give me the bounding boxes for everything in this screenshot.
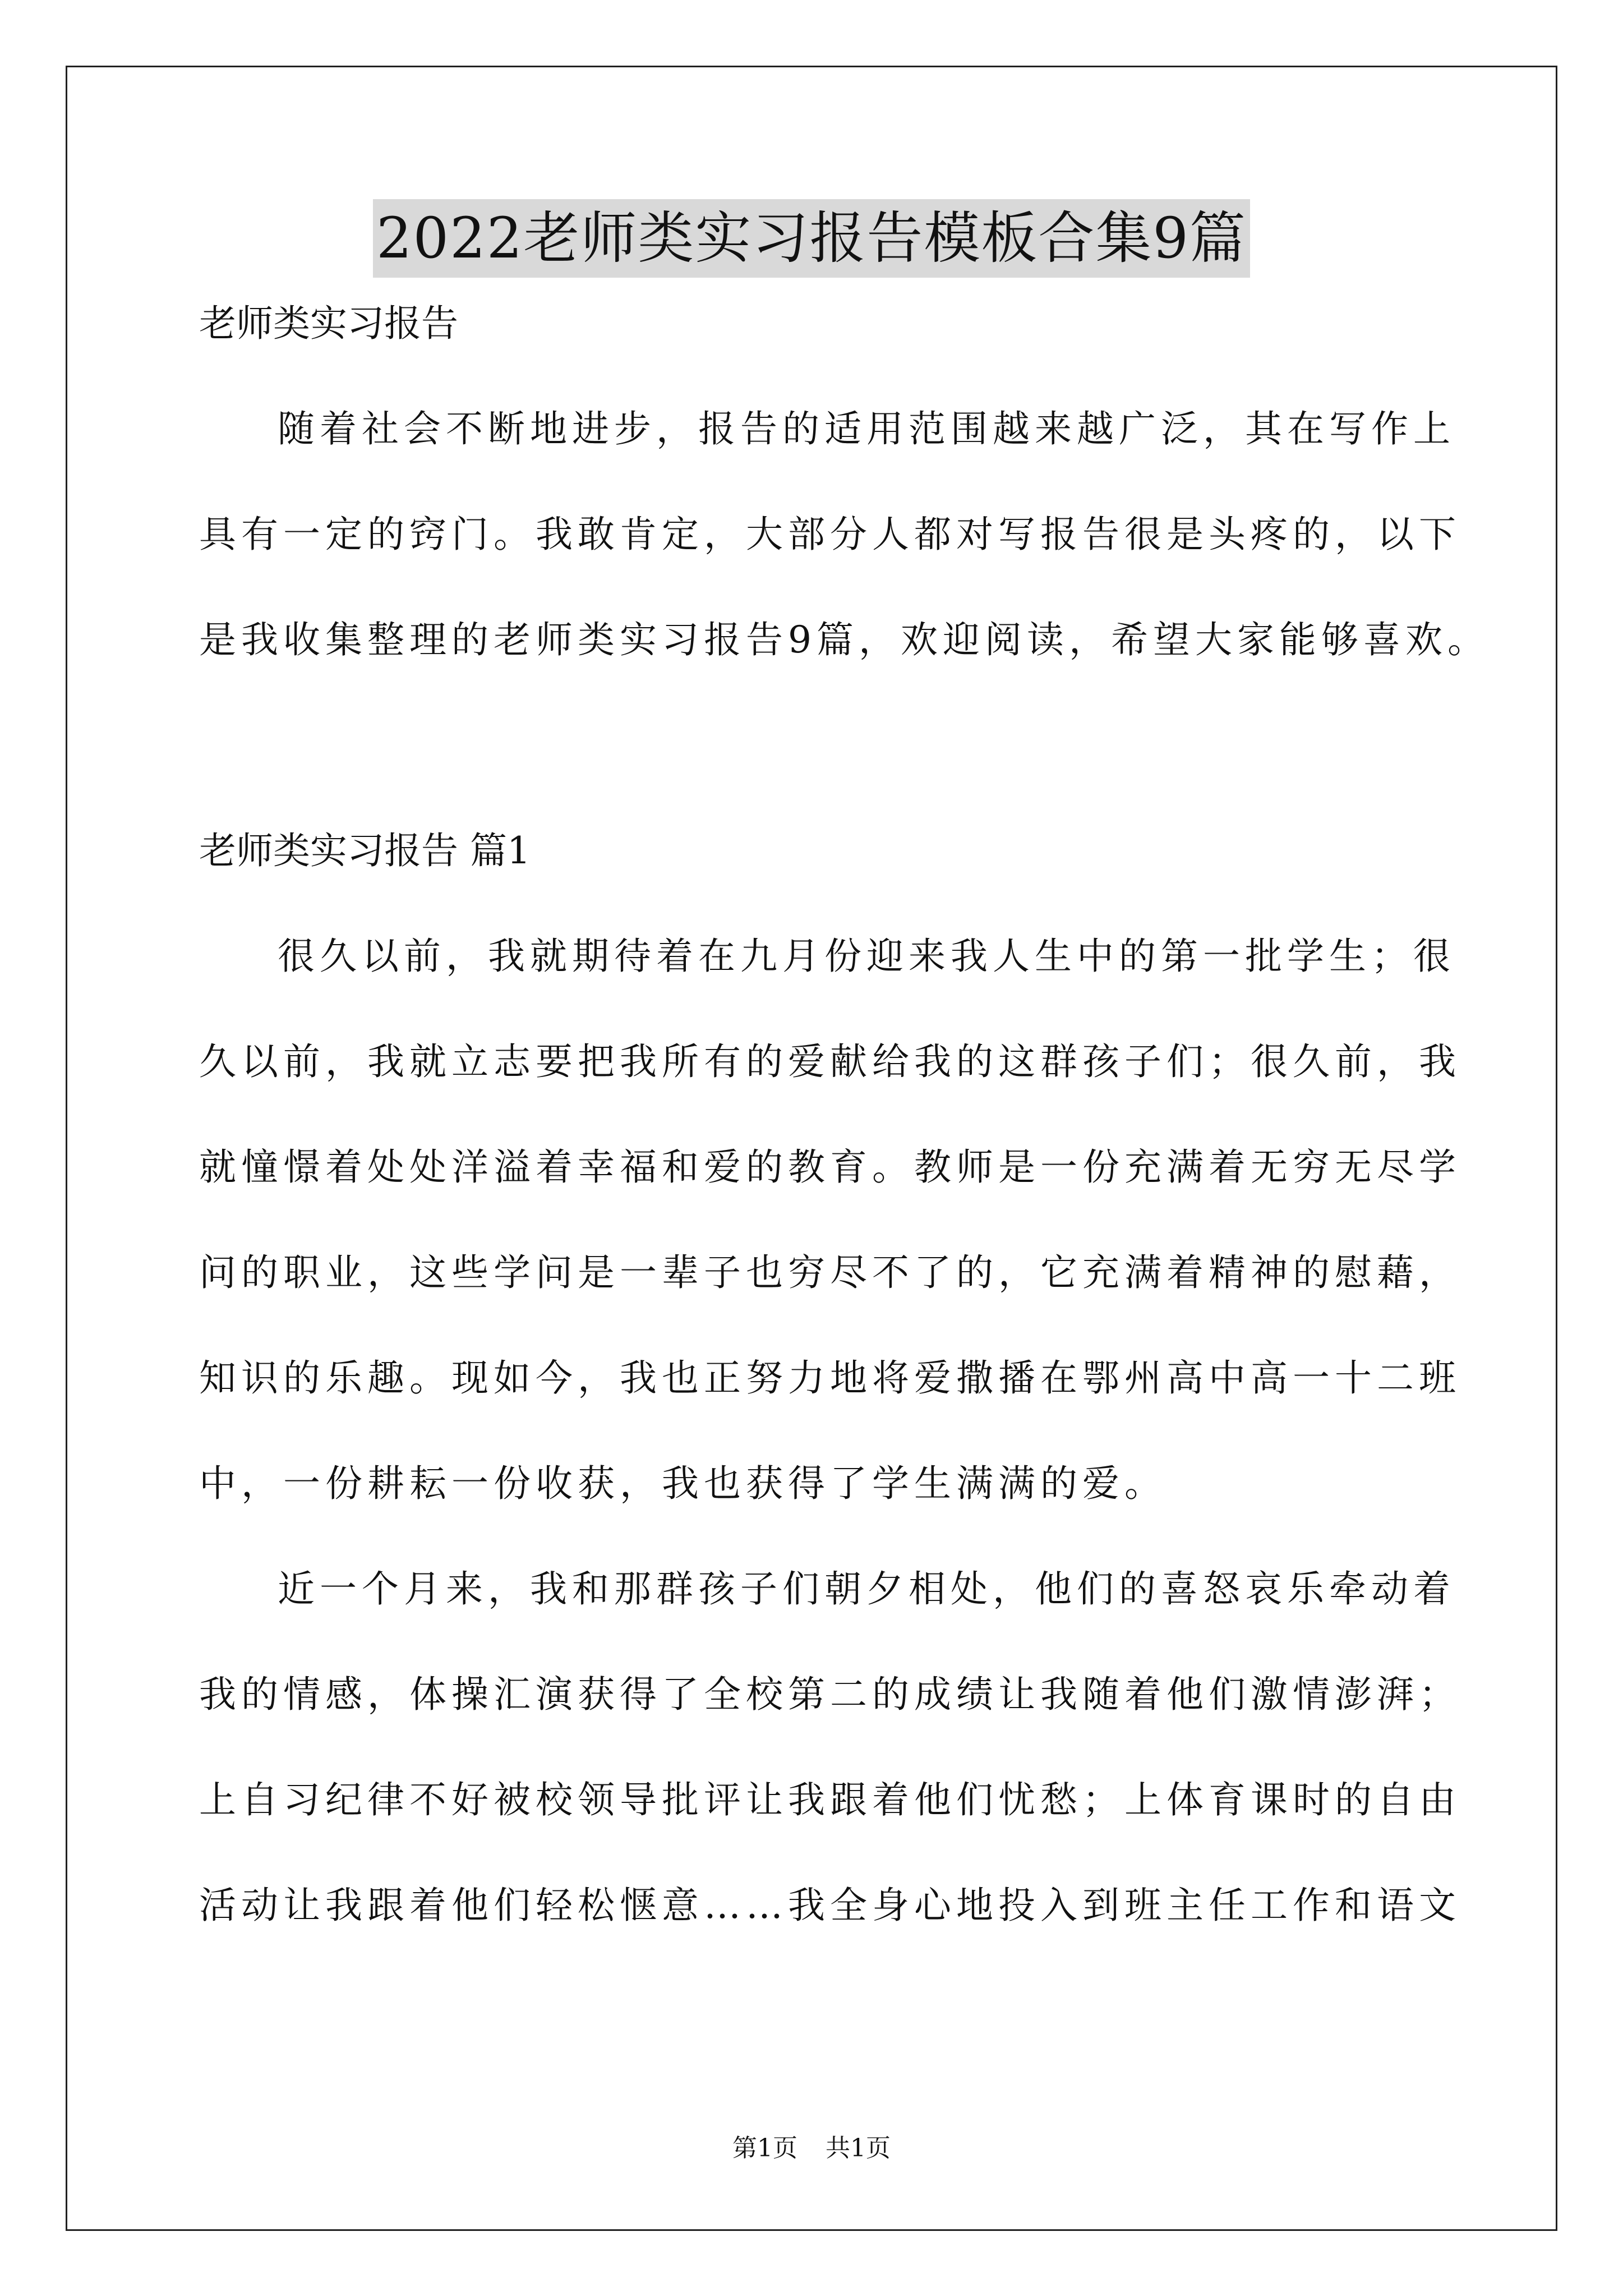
page-total: 共1页 <box>826 2134 891 2162</box>
paragraph-line: 活动让我跟着他们轻松惬意……我全身心地投入到班主任工作和语文 <box>199 1884 1461 1927</box>
document-body <box>199 297 1490 1985</box>
title-container <box>0 199 1623 278</box>
paragraph-line: 中，一份耕耘一份收获，我也获得了学生满满的爱。 <box>199 1462 1166 1505</box>
paragraph-line: 久以前，我就立志要把我所有的爱献给我的这群孩子们；很久前，我 <box>199 1040 1461 1083</box>
paragraph-line: 知识的乐趣。现如今，我也正努力地将爱撒播在鄂州高中高一十二班 <box>199 1356 1461 1400</box>
paragraph-line: 就憧憬着处处洋溢着幸福和爱的教育。教师是一份充满着无穷无尽学 <box>199 1145 1461 1189</box>
section-heading: 老师类实习报告 <box>199 302 458 345</box>
body-paragraph <box>199 1563 1461 1985</box>
document-title: 2022老师类实习报告模板合集9篇 <box>373 199 1250 278</box>
paragraph-line: 很久以前，我就期待着在九月份迎来我人生中的第一批学生；很 <box>278 935 1455 978</box>
paragraph-line: 是我收集整理的老师类实习报告9篇，欢迎阅读，希望大家能够喜欢。 <box>199 618 1490 661</box>
paragraph-line: 具有一定的窍门。我敢肯定，大部分人都对写报告很是头疼的，以下 <box>199 513 1461 556</box>
section-heading: 老师类实习报告 篇1 <box>199 829 531 872</box>
paragraph-line: 随着社会不断地进步，报告的适用范围越来越广泛，其在写作上 <box>278 407 1455 450</box>
page-footer <box>0 2132 1623 2165</box>
body-paragraph <box>199 930 1461 1563</box>
paragraph-line: 我的情感，体操汇演获得了全校第二的成绩让我随着他们激情澎湃； <box>199 1673 1461 1716</box>
intro-paragraph <box>199 403 1490 719</box>
paragraph-line: 上自习纪律不好被校领导批评让我跟着他们忧愁；上体育课时的自由 <box>199 1778 1461 1821</box>
paragraph-line: 问的职业，这些学问是一辈子也穷尽不了的，它充满着精神的慰藉， <box>199 1251 1461 1294</box>
paragraph-line: 近一个月来，我和那群孩子们朝夕相处，他们的喜怒哀乐牵动着 <box>278 1567 1455 1611</box>
page-number: 第1页 <box>732 2134 797 2162</box>
